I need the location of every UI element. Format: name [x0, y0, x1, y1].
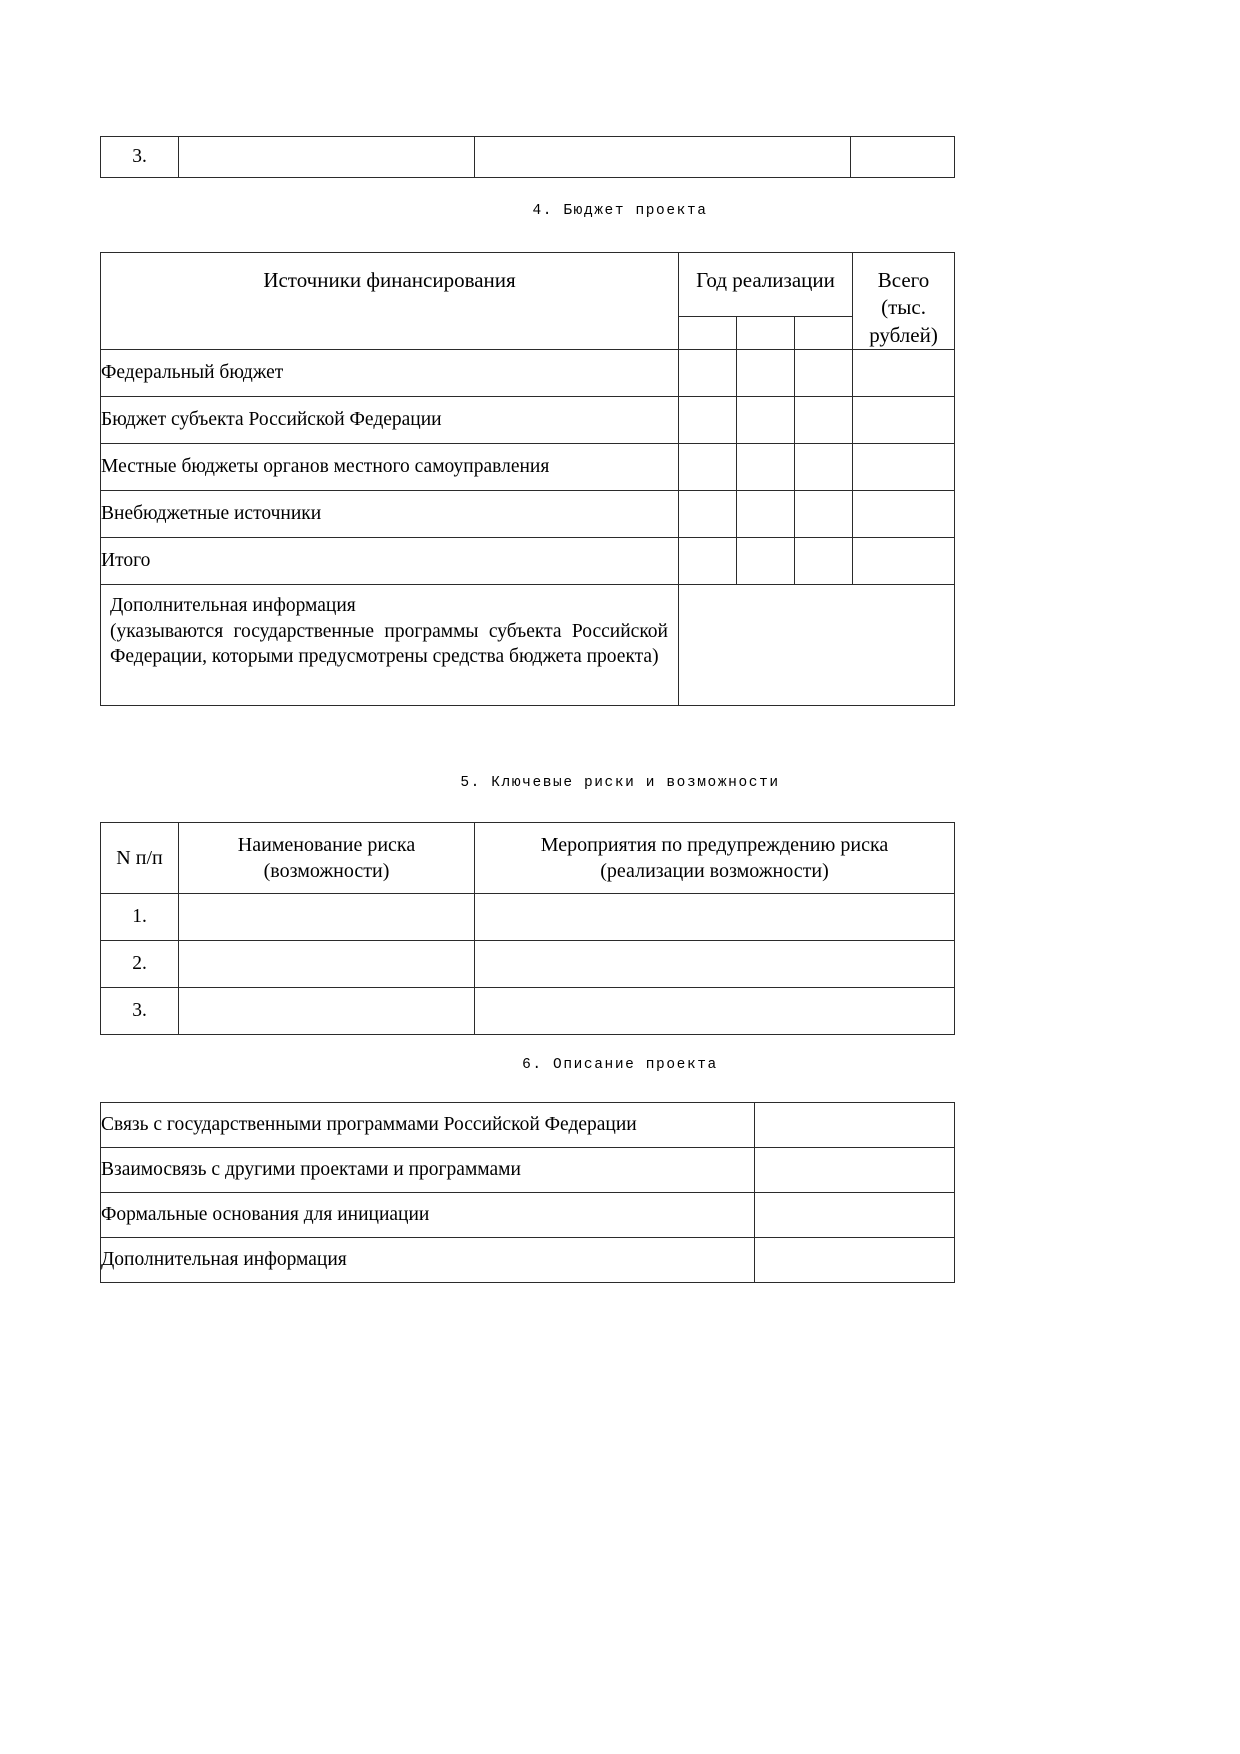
- budget-row-total[interactable]: [853, 443, 955, 490]
- budget-row-value-3[interactable]: [795, 443, 853, 490]
- table-row: [101, 1238, 955, 1283]
- budget-row-value-2[interactable]: [737, 537, 795, 584]
- risks-row-measures[interactable]: [475, 941, 955, 988]
- budget-row-total[interactable]: [853, 396, 955, 443]
- budget-row-label: Внебюджетные источники: [101, 490, 679, 537]
- row-cell-4[interactable]: [851, 137, 955, 178]
- budget-header-total: [853, 253, 955, 350]
- budget-row-label-total: Итого: [101, 537, 679, 584]
- budget-header-total-line2: (тыс.: [881, 295, 926, 320]
- row-cell-3[interactable]: [475, 137, 851, 178]
- budget-table: [100, 252, 955, 706]
- risks-header-measures-line2: (реализации возможности): [600, 860, 829, 882]
- section-heading-risks: 5. Ключевые риски и возможности: [460, 775, 780, 791]
- table-row: [101, 1148, 955, 1193]
- risks-header-name-line2: (возможности): [263, 860, 390, 882]
- table-row: [101, 349, 955, 396]
- budget-row-value-1[interactable]: [679, 537, 737, 584]
- budget-row-value-3[interactable]: [795, 349, 853, 396]
- risks-row-name[interactable]: [179, 988, 475, 1035]
- budget-year-cell-2[interactable]: [737, 316, 795, 349]
- budget-note-body: (указываются государственные программы субъекта Российской Федерации, которыми предусмотрены средства бюджета проекта): [110, 620, 668, 668]
- description-row-label: Связь с государственными программами Российской Федерации: [101, 1103, 755, 1148]
- budget-row-value-1[interactable]: [679, 349, 737, 396]
- budget-note-value[interactable]: [679, 584, 955, 705]
- risks-header-measures-line1: Мероприятия по предупреждению риска: [540, 834, 889, 856]
- row-cell-2[interactable]: [179, 137, 475, 178]
- budget-row-value-3[interactable]: [795, 396, 853, 443]
- budget-header-sources: Источники финансирования: [101, 253, 679, 350]
- budget-row-value-1[interactable]: [679, 490, 737, 537]
- budget-row-label: Местные бюджеты органов местного самоуправления: [101, 443, 679, 490]
- table-row: [101, 443, 955, 490]
- risks-header-number: N п/п: [101, 823, 179, 894]
- description-row-value[interactable]: [755, 1148, 955, 1193]
- budget-header-row: [101, 253, 955, 317]
- budget-year-cell-3[interactable]: [795, 316, 853, 349]
- table-row: [101, 1103, 955, 1148]
- table-row: [101, 988, 955, 1035]
- budget-row-value-1[interactable]: [679, 396, 737, 443]
- table-row: [101, 941, 955, 988]
- table-row: [101, 894, 955, 941]
- budget-row-value-3[interactable]: [795, 537, 853, 584]
- budget-header-total-line1: Всего: [877, 268, 930, 292]
- budget-note-title: Дополнительная информация: [110, 594, 356, 616]
- budget-row-value-2[interactable]: [737, 349, 795, 396]
- budget-row-value-2[interactable]: [737, 396, 795, 443]
- budget-row-value-3[interactable]: [795, 490, 853, 537]
- description-row-value[interactable]: [755, 1193, 955, 1238]
- table-row: [101, 396, 955, 443]
- budget-row-value-1[interactable]: [679, 443, 737, 490]
- risks-row-measures[interactable]: [475, 894, 955, 941]
- budget-row-total[interactable]: [853, 537, 955, 584]
- risks-row-number: 1.: [101, 894, 179, 941]
- section-heading-description: 6. Описание проекта: [522, 1057, 718, 1073]
- section-heading-budget: 4. Бюджет проекта: [532, 203, 708, 219]
- risks-row-name[interactable]: [179, 941, 475, 988]
- budget-row-label: Федеральный бюджет: [101, 349, 679, 396]
- table-row: [101, 490, 955, 537]
- description-row-value[interactable]: [755, 1103, 955, 1148]
- budget-header-total-line3: рублей): [869, 322, 938, 347]
- description-row-value[interactable]: [755, 1238, 955, 1283]
- budget-year-cell-1[interactable]: [679, 316, 737, 349]
- budget-row-value-2[interactable]: [737, 443, 795, 490]
- risks-row-number: 3.: [101, 988, 179, 1035]
- description-row-label: Формальные основания для инициации: [101, 1193, 755, 1238]
- budget-header-year: Год реализации: [679, 253, 853, 317]
- description-table: [100, 1102, 955, 1283]
- budget-row-total[interactable]: [853, 349, 955, 396]
- risks-header-measures: [475, 823, 955, 894]
- budget-row-total[interactable]: [853, 490, 955, 537]
- risks-table: [100, 822, 955, 1035]
- budget-row-value-2[interactable]: [737, 490, 795, 537]
- budget-note-cell: [101, 584, 679, 705]
- row-number-cell: 3.: [101, 137, 179, 178]
- table-row-total: [101, 537, 955, 584]
- risks-row-number: 2.: [101, 941, 179, 988]
- risks-header-row: [101, 823, 955, 894]
- risks-header-name-line1: Наименование риска: [237, 834, 416, 856]
- table-row: [101, 137, 955, 178]
- risks-row-measures[interactable]: [475, 988, 955, 1035]
- table-row: [101, 1193, 955, 1238]
- budget-row-label: Бюджет субъекта Российской Федерации: [101, 396, 679, 443]
- description-row-label: Дополнительная информация: [101, 1238, 755, 1283]
- continuation-table: [100, 136, 955, 178]
- risks-row-name[interactable]: [179, 894, 475, 941]
- description-row-label: Взаимосвязь с другими проектами и программами: [101, 1148, 755, 1193]
- budget-note-row: [101, 584, 955, 705]
- risks-header-name: [179, 823, 475, 894]
